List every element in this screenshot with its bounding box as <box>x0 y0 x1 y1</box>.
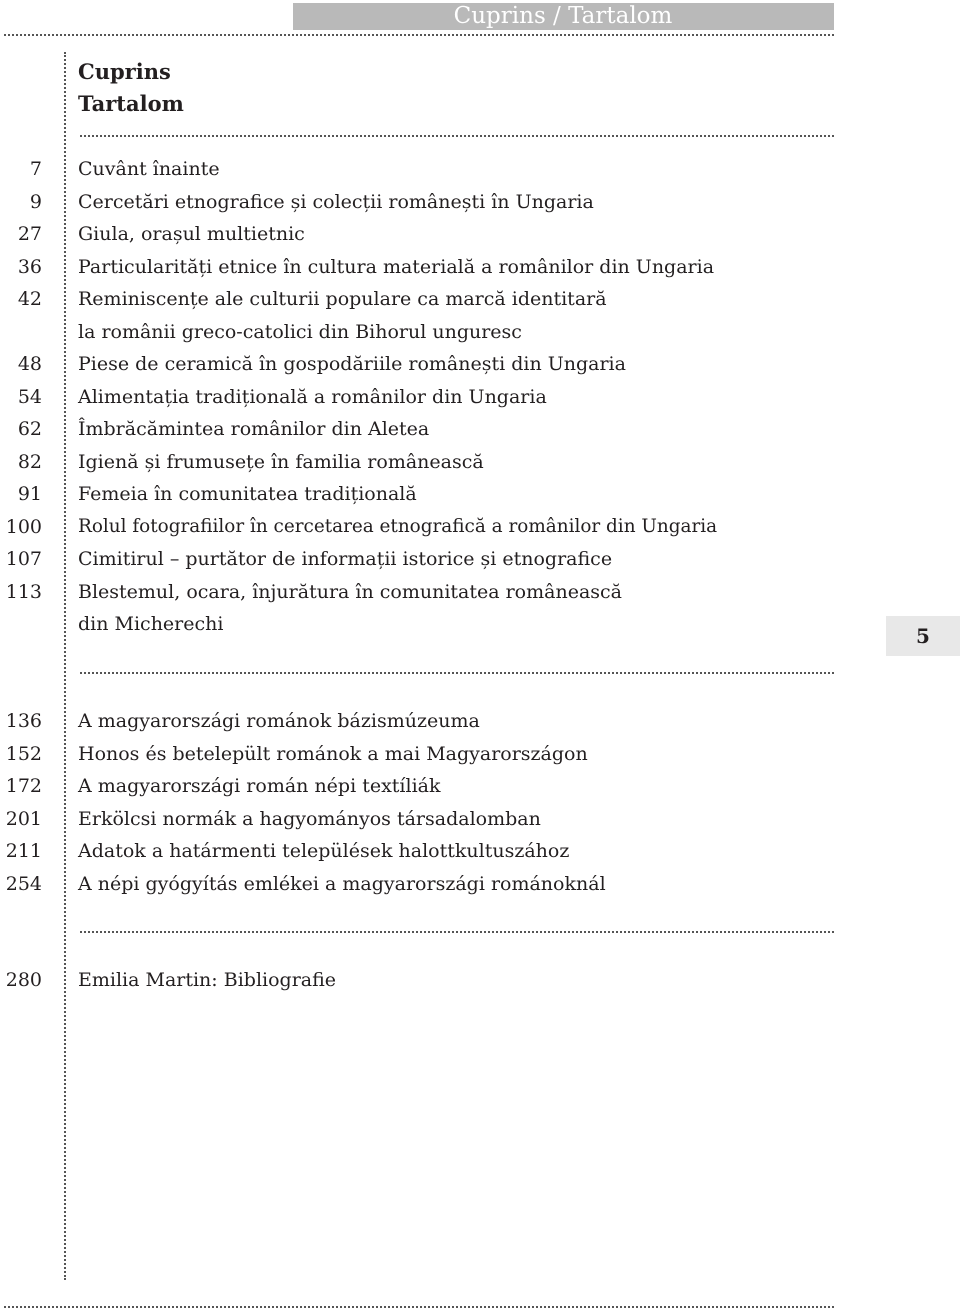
toc-entry-title: Femeia în comunitatea tradițională <box>78 483 417 505</box>
toc-entry[interactable] <box>0 413 830 445</box>
toc-entry-continuation[interactable] <box>0 608 830 640</box>
toc-entry-title: Particularități etnice în cultura materială a românilor din Ungaria <box>78 255 715 278</box>
toc-entry-title: Honos és betelepült románok a mai Magyarországon <box>78 742 588 765</box>
toc-page-number: 100 <box>5 515 42 538</box>
heading-tartalom: Tartalom <box>78 91 184 116</box>
toc-entry[interactable] <box>0 153 830 185</box>
toc-entry[interactable] <box>0 576 830 608</box>
toc-entry-title: Blestemul, ocara, înjurătura în comunitatea românească <box>78 580 622 603</box>
toc-page-number: 280 <box>5 969 42 991</box>
toc-entry[interactable] <box>0 835 830 867</box>
section-divider <box>80 672 834 674</box>
toc-entry[interactable] <box>0 738 830 770</box>
toc-page-number: 62 <box>17 418 42 440</box>
toc-page-number: 211 <box>5 840 42 862</box>
toc-entry-title: Rolul fotografiilor în cercetarea etnografică a românilor din Ungaria <box>78 515 718 537</box>
toc-entry[interactable] <box>0 511 830 543</box>
toc-entry-title: Cercetări etnografice și colecții românești în Ungaria <box>78 190 594 213</box>
toc-entry-title: la românii greco-catolici din Bihorul unguresc <box>78 320 522 343</box>
toc-entry[interactable] <box>0 446 830 478</box>
toc-entry[interactable] <box>0 251 830 283</box>
toc-entry[interactable] <box>0 478 830 510</box>
toc-entry-title: A magyarországi románok bázismúzeuma <box>78 710 480 732</box>
header-divider <box>4 34 834 36</box>
toc-page-number: 48 <box>17 353 42 375</box>
toc-page-number: 54 <box>17 385 42 408</box>
toc-entry[interactable] <box>0 770 830 802</box>
section-divider <box>80 135 834 137</box>
toc-entry[interactable] <box>0 705 830 737</box>
toc-entry-title: Alimentația tradițională a românilor din Ungaria <box>78 385 547 408</box>
toc-entry-title: Cuvânt înainte <box>78 158 220 180</box>
toc-entry[interactable] <box>0 381 830 413</box>
page-number-tab: 5 <box>886 616 960 656</box>
toc-page-number: 136 <box>5 710 42 732</box>
toc-entry[interactable] <box>0 348 830 380</box>
toc-entry[interactable] <box>0 543 830 575</box>
toc-page-number: 7 <box>29 158 42 180</box>
toc-entry-title: Reminiscențe ale culturii populare ca marcă identitară <box>78 288 607 310</box>
toc-page-number: 107 <box>5 548 42 570</box>
running-header-title: Cuprins / Tartalom <box>453 3 673 29</box>
toc-entry[interactable] <box>0 218 830 250</box>
toc-entry[interactable] <box>0 186 830 218</box>
toc-entry-title: A népi gyógyítás emlékei a magyarországi románoknál <box>78 872 606 895</box>
toc-page-number: 172 <box>5 775 42 797</box>
toc-entry[interactable] <box>0 283 830 315</box>
footer-divider <box>4 1306 834 1308</box>
toc-entry-title: din Micherechi <box>78 613 224 635</box>
toc-entry-title: Igienă și frumusețe în familia românească <box>78 450 484 473</box>
toc-page-number: 36 <box>17 255 42 278</box>
toc-entry-title: Adatok a határmenti települések halottkultuszához <box>78 840 570 862</box>
toc-page-number: 42 <box>17 288 42 310</box>
toc-entry-continuation[interactable] <box>0 316 830 348</box>
toc-entry-title: A magyarországi román népi textíliák <box>78 775 441 797</box>
toc-page-number: 9 <box>29 190 42 213</box>
toc-page-number: 91 <box>17 483 42 505</box>
toc-entry-title: Piese de ceramică în gospodăriile românești din Ungaria <box>78 353 626 375</box>
section-divider <box>80 931 834 933</box>
toc-entry[interactable] <box>0 868 830 900</box>
toc-entry[interactable] <box>0 964 830 996</box>
toc-entry-title: Erkölcsi normák a hagyományos társadalomban <box>78 807 541 830</box>
toc-entry-title: Emilia Martin: Bibliografie <box>78 969 337 991</box>
toc-page-number: 113 <box>5 580 42 603</box>
toc-page-number: 201 <box>5 807 42 830</box>
toc-page-number: 27 <box>17 223 42 245</box>
heading-cuprins: Cuprins <box>78 59 171 84</box>
running-header <box>293 3 834 30</box>
toc-page-number: 254 <box>5 872 42 895</box>
toc-entry-title: Îmbrăcămintea românilor din Aletea <box>78 418 430 440</box>
toc-entry-title: Cimitirul – purtător de informații istorice și etnografice <box>78 548 613 570</box>
toc-entry-title: Giula, orașul multietnic <box>78 223 305 245</box>
toc-page-number: 152 <box>5 742 42 765</box>
toc-page-number: 82 <box>17 450 42 473</box>
toc-entry[interactable] <box>0 803 830 835</box>
